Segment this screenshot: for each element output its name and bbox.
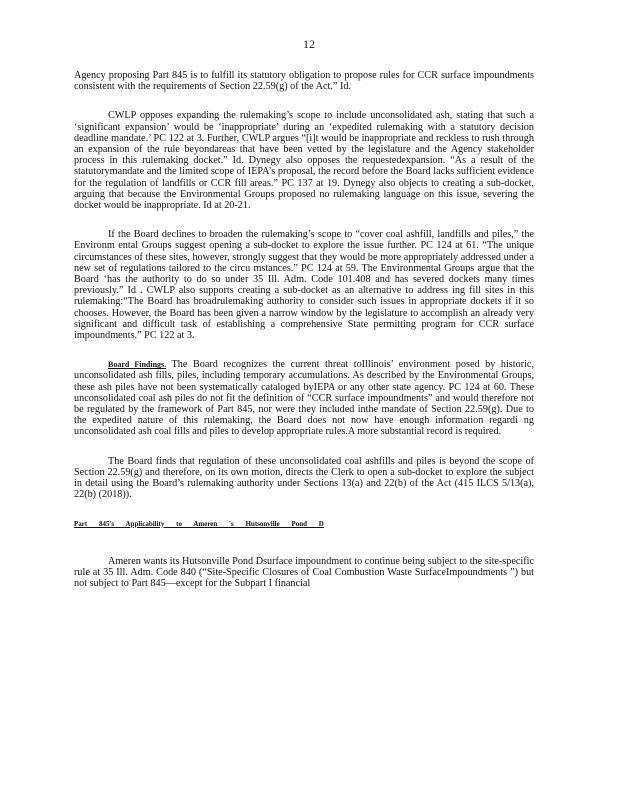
paragraph-cwlp-opposes: CWLP opposes expanding the rulemaking’s scope to include unconsolidated ash, stating that such a ‘significant expansion’ would be ‘inappropriate’ during an ‘expedited rulemaking with a statutory decision deadline mandate.’ PC 122 at 3. Further, CWLP argues “[i]t would be inappropriate and reckless to rush through an expansion of the rule beyondareas that have been vetted by the legislature and the Agency stakeholder process in this rulemaking docket.” Id. Dynegy also opposes the requestedexpansion. “As a result of the statutorymandate and the limited scope of IEPA’s proposal, the record before the Board lacks sufficient evidence for the regulation of landfills or CCR fill areas.” PC 137 at 19. Dynegy also objects to creating a sub-docket, arguing that because the Environmental Groups proposed no rulemaking language on this issue, severing the docket would be inappropriate. Id at 20-21. bbox=[74, 110, 534, 212]
board-findings-text: The Board recognizes the current threat toIllinois’ environment posed by historic, unconsolidated ash fills, piles, including temporary accumulations. As described by the Environmental Groups, these ash piles have not been systematically cataloged byIEPA or any other state agency. PC 124 at 60. These unconsolidated coal ash piles do not fit the definition of “CCR surface impoundments” and would therefore not be regulated by the framework of Part 845, nor were they included inthe mandate of Section 22.59(g). Due to the expedited nature of this rulemaking, the Board does not now have enough information regardi ng unconsolidated ash coal fills and piles to develop appropriate rules.A more substantial record is required. bbox=[74, 359, 534, 438]
document-body bbox=[74, 70, 534, 607]
paragraph-sub-docket-suggestion: If the Board declines to broaden the rulemaking’s scope to “cover coal ashfill, landfills and piles,” the Environm ental Groups suggest opening a sub-docket to explore the issue further. PC 124 at 61. “The unique circumstances of these sites, however, strongly suggest that they would be more appropriately addressed under a new set of regulations tailored to the circu mstances.” PC 124 at 59. The Environmental Groups argue that the Board ‘has the authority to do so under 35 Ill. Adm. Code 101.408 and has severed dockets many times previously.” Id . CWLP also supports creating a sub-docket as an alternative to address ing fill sites in this rulemaking:“The Board has broadrulemaking authority to consider such issues in appropriate dockets if it so chooses. However, the Board has been given a narrow window by the legislature to accomplish an already very significant and difficult task of establishing a comprehensive State permitting program for CCR surface impoundments.” PC 122 at 3. bbox=[74, 229, 534, 342]
paragraph-agency-obligation: Agency proposing Part 845 is to fulfill its statutory obligation to propose rules for CCR surface impoundments consistent with the requirements of Section 22.59(g) of the Act.” Id. bbox=[74, 70, 534, 93]
paragraph-board-findings bbox=[74, 359, 534, 437]
section-heading-hutsonville: Part 845's Applicability to Ameren 's Hutsonville Pond D bbox=[74, 519, 324, 528]
paragraph-board-directs-clerk: The Board finds that regulation of these unconsolidated coal ashfills and piles is beyond the scope of Section 22.59(g) and therefore, on its own motion, directs the Clerk to open a sub-docket to explore the subject in detail using the Board’s rulemaking authority under Sections 13(a) and 22(b) of the Act (415 ILCS 5/13(a), 22(b) (2018)). bbox=[74, 455, 534, 501]
paragraph-ameren-hutsonville: Ameren wants its Hutsonville Pond Dsurface impoundment to continue being subject to the site-specific rule at 35 Ill. Adm. Code 840 (“Site-Specific Closures of Coal Combustion Waste SurfaceImpoundments ”) but not subject to Part 845—except for the Subpart I financial bbox=[74, 555, 534, 590]
board-findings-heading: Board Findings. bbox=[108, 360, 167, 370]
page-number: 12 bbox=[303, 37, 315, 51]
